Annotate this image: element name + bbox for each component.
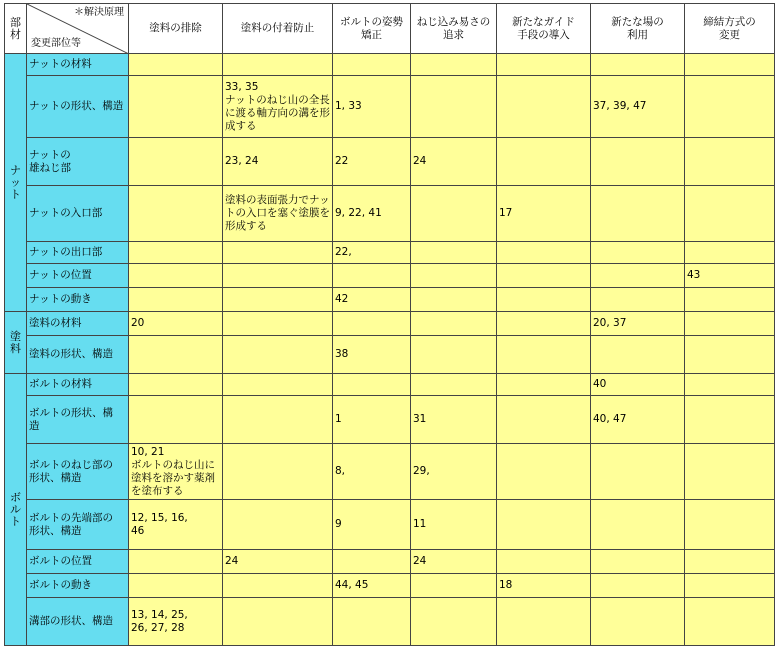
table-cell bbox=[129, 76, 223, 138]
table-cell bbox=[685, 312, 775, 336]
table-cell bbox=[685, 500, 775, 550]
table-cell bbox=[497, 500, 591, 550]
row-label: 溝部の形状、構造 bbox=[27, 598, 129, 646]
corner-bottom-label: 変更部位等 bbox=[31, 38, 81, 49]
table-row bbox=[5, 138, 775, 186]
table-cell bbox=[333, 54, 411, 76]
table-cell bbox=[411, 574, 497, 598]
table-cell bbox=[223, 242, 333, 264]
row-label: ボルトの動き bbox=[27, 574, 129, 598]
table-cell bbox=[497, 444, 591, 500]
table-cell bbox=[685, 138, 775, 186]
table-cell bbox=[223, 444, 333, 500]
table-cell bbox=[497, 598, 591, 646]
row-label: ボルトの位置 bbox=[27, 550, 129, 574]
table-row bbox=[5, 598, 775, 646]
table-cell bbox=[223, 500, 333, 550]
table-cell bbox=[591, 550, 685, 574]
table-cell: 33, 35 ナットのねじ山の全長に渡る軸方向の溝を形成する bbox=[223, 76, 333, 138]
table-cell bbox=[685, 76, 775, 138]
table-row bbox=[5, 54, 775, 76]
corner-top-label: ＊解決原理 bbox=[74, 7, 124, 18]
table-cell bbox=[497, 54, 591, 76]
table-cell bbox=[685, 288, 775, 312]
table-cell bbox=[591, 186, 685, 242]
table-cell bbox=[591, 336, 685, 374]
table-cell bbox=[591, 500, 685, 550]
table-cell bbox=[411, 186, 497, 242]
table-cell bbox=[685, 374, 775, 396]
table-cell bbox=[223, 396, 333, 444]
table-cell bbox=[411, 76, 497, 138]
table-cell bbox=[223, 574, 333, 598]
table-cell: 塗料の表面張力でナットの入口を塞ぐ塗膜を形成する bbox=[223, 186, 333, 242]
row-label: ボルトの先端部の 形状、構造 bbox=[27, 500, 129, 550]
table-cell: 9 bbox=[333, 500, 411, 550]
table-cell bbox=[333, 598, 411, 646]
table-cell bbox=[129, 374, 223, 396]
table-row bbox=[5, 264, 775, 288]
table-row bbox=[5, 396, 775, 444]
table-cell: 24 bbox=[223, 550, 333, 574]
table-cell bbox=[333, 550, 411, 574]
table-cell: 40, 47 bbox=[591, 396, 685, 444]
table-cell bbox=[685, 444, 775, 500]
table-cell: 18 bbox=[497, 574, 591, 598]
table-cell bbox=[333, 374, 411, 396]
table-cell bbox=[411, 336, 497, 374]
table-cell bbox=[685, 186, 775, 242]
table-cell: 11 bbox=[411, 500, 497, 550]
table-cell bbox=[497, 288, 591, 312]
table-cell bbox=[129, 264, 223, 288]
table-cell bbox=[591, 288, 685, 312]
table-cell bbox=[411, 288, 497, 312]
table-cell: 44, 45 bbox=[333, 574, 411, 598]
row-label: ボルトの材料 bbox=[27, 374, 129, 396]
column-header: 新たな場の 利用 bbox=[591, 4, 685, 54]
table-cell: 20, 37 bbox=[591, 312, 685, 336]
solution-matrix-table bbox=[4, 3, 775, 646]
table-row bbox=[5, 336, 775, 374]
table-row bbox=[5, 374, 775, 396]
table-cell: 40 bbox=[591, 374, 685, 396]
row-label: ボルトの形状、構 造 bbox=[27, 396, 129, 444]
table-cell bbox=[497, 374, 591, 396]
table-cell: 23, 24 bbox=[223, 138, 333, 186]
category-header: 部材 bbox=[5, 4, 27, 54]
table-cell bbox=[129, 54, 223, 76]
row-label: ナットの 雄ねじ部 bbox=[27, 138, 129, 186]
table-row bbox=[5, 76, 775, 138]
table-cell bbox=[591, 574, 685, 598]
corner-header bbox=[27, 4, 129, 54]
table-cell: 22, bbox=[333, 242, 411, 264]
table-body bbox=[5, 54, 775, 646]
table-cell bbox=[333, 264, 411, 288]
row-label: ナットの出口部 bbox=[27, 242, 129, 264]
column-header: ねじ込み易さの 追求 bbox=[411, 4, 497, 54]
table-cell bbox=[223, 336, 333, 374]
table-cell: 24 bbox=[411, 550, 497, 574]
column-header: 新たなガイド 手段の導入 bbox=[497, 4, 591, 54]
table-cell: 8, bbox=[333, 444, 411, 500]
table-row bbox=[5, 312, 775, 336]
column-header: 塗料の付着防止 bbox=[223, 4, 333, 54]
table-cell bbox=[411, 54, 497, 76]
table-cell bbox=[591, 444, 685, 500]
group-category-cell: ボルト bbox=[5, 374, 27, 646]
table-cell bbox=[333, 312, 411, 336]
table-cell bbox=[129, 396, 223, 444]
table-row bbox=[5, 574, 775, 598]
header-row bbox=[5, 4, 775, 54]
row-label: ナットの位置 bbox=[27, 264, 129, 288]
table-row bbox=[5, 186, 775, 242]
table-cell bbox=[591, 242, 685, 264]
table-cell bbox=[685, 54, 775, 76]
table-cell bbox=[223, 598, 333, 646]
table-cell: 1 bbox=[333, 396, 411, 444]
table-cell: 42 bbox=[333, 288, 411, 312]
table-cell bbox=[497, 550, 591, 574]
table-cell bbox=[223, 54, 333, 76]
table-cell: 1, 33 bbox=[333, 76, 411, 138]
table-cell bbox=[223, 374, 333, 396]
group-category-cell: 塗料 bbox=[5, 312, 27, 374]
table-cell bbox=[411, 312, 497, 336]
table-cell: 31 bbox=[411, 396, 497, 444]
table-row bbox=[5, 242, 775, 264]
table-cell bbox=[411, 598, 497, 646]
table-cell bbox=[685, 336, 775, 374]
table-cell bbox=[411, 374, 497, 396]
table-cell bbox=[591, 54, 685, 76]
row-label: 塗料の材料 bbox=[27, 312, 129, 336]
table-cell: 37, 39, 47 bbox=[591, 76, 685, 138]
table-cell: 17 bbox=[497, 186, 591, 242]
table-cell: 9, 22, 41 bbox=[333, 186, 411, 242]
table-cell bbox=[223, 264, 333, 288]
table-cell bbox=[497, 396, 591, 444]
table-cell bbox=[591, 264, 685, 288]
row-label: ナットの形状、構造 bbox=[27, 76, 129, 138]
row-label: ボルトのねじ部の 形状、構造 bbox=[27, 444, 129, 500]
row-label: 塗料の形状、構造 bbox=[27, 336, 129, 374]
group-category-cell: ナット bbox=[5, 54, 27, 312]
table-cell bbox=[497, 264, 591, 288]
table-cell bbox=[129, 186, 223, 242]
table-cell: 13, 14, 25, 26, 27, 28 bbox=[129, 598, 223, 646]
table-cell: 22 bbox=[333, 138, 411, 186]
table-cell bbox=[591, 598, 685, 646]
table-row bbox=[5, 500, 775, 550]
table-cell bbox=[129, 138, 223, 186]
column-header: 塗料の排除 bbox=[129, 4, 223, 54]
table-cell: 24 bbox=[411, 138, 497, 186]
table-cell bbox=[129, 336, 223, 374]
table-cell bbox=[411, 264, 497, 288]
table-cell bbox=[685, 574, 775, 598]
table-cell: 38 bbox=[333, 336, 411, 374]
table-cell bbox=[685, 396, 775, 444]
table-cell: 20 bbox=[129, 312, 223, 336]
table-cell bbox=[591, 138, 685, 186]
row-label: ナットの動き bbox=[27, 288, 129, 312]
table-cell bbox=[497, 138, 591, 186]
table-cell bbox=[497, 336, 591, 374]
row-label: ナットの材料 bbox=[27, 54, 129, 76]
table-cell bbox=[685, 242, 775, 264]
table-cell: 12, 15, 16, 46 bbox=[129, 500, 223, 550]
table-cell bbox=[129, 574, 223, 598]
row-label: ナットの入口部 bbox=[27, 186, 129, 242]
table-cell bbox=[223, 312, 333, 336]
table-cell bbox=[497, 312, 591, 336]
table-cell bbox=[411, 242, 497, 264]
table-row bbox=[5, 288, 775, 312]
table-cell bbox=[685, 598, 775, 646]
table-cell: 29, bbox=[411, 444, 497, 500]
column-header: ボルトの姿勢 矯正 bbox=[333, 4, 411, 54]
table-row bbox=[5, 444, 775, 500]
table-cell bbox=[497, 242, 591, 264]
table-cell bbox=[129, 550, 223, 574]
table-cell bbox=[129, 288, 223, 312]
column-header: 締結方式の 変更 bbox=[685, 4, 775, 54]
table-cell: 43 bbox=[685, 264, 775, 288]
table-cell: 10, 21 ボルトのねじ山に塗料を溶かす薬剤を塗布する bbox=[129, 444, 223, 500]
table-cell bbox=[685, 550, 775, 574]
table-cell bbox=[223, 288, 333, 312]
table-cell bbox=[497, 76, 591, 138]
table-cell bbox=[129, 242, 223, 264]
table-row bbox=[5, 550, 775, 574]
